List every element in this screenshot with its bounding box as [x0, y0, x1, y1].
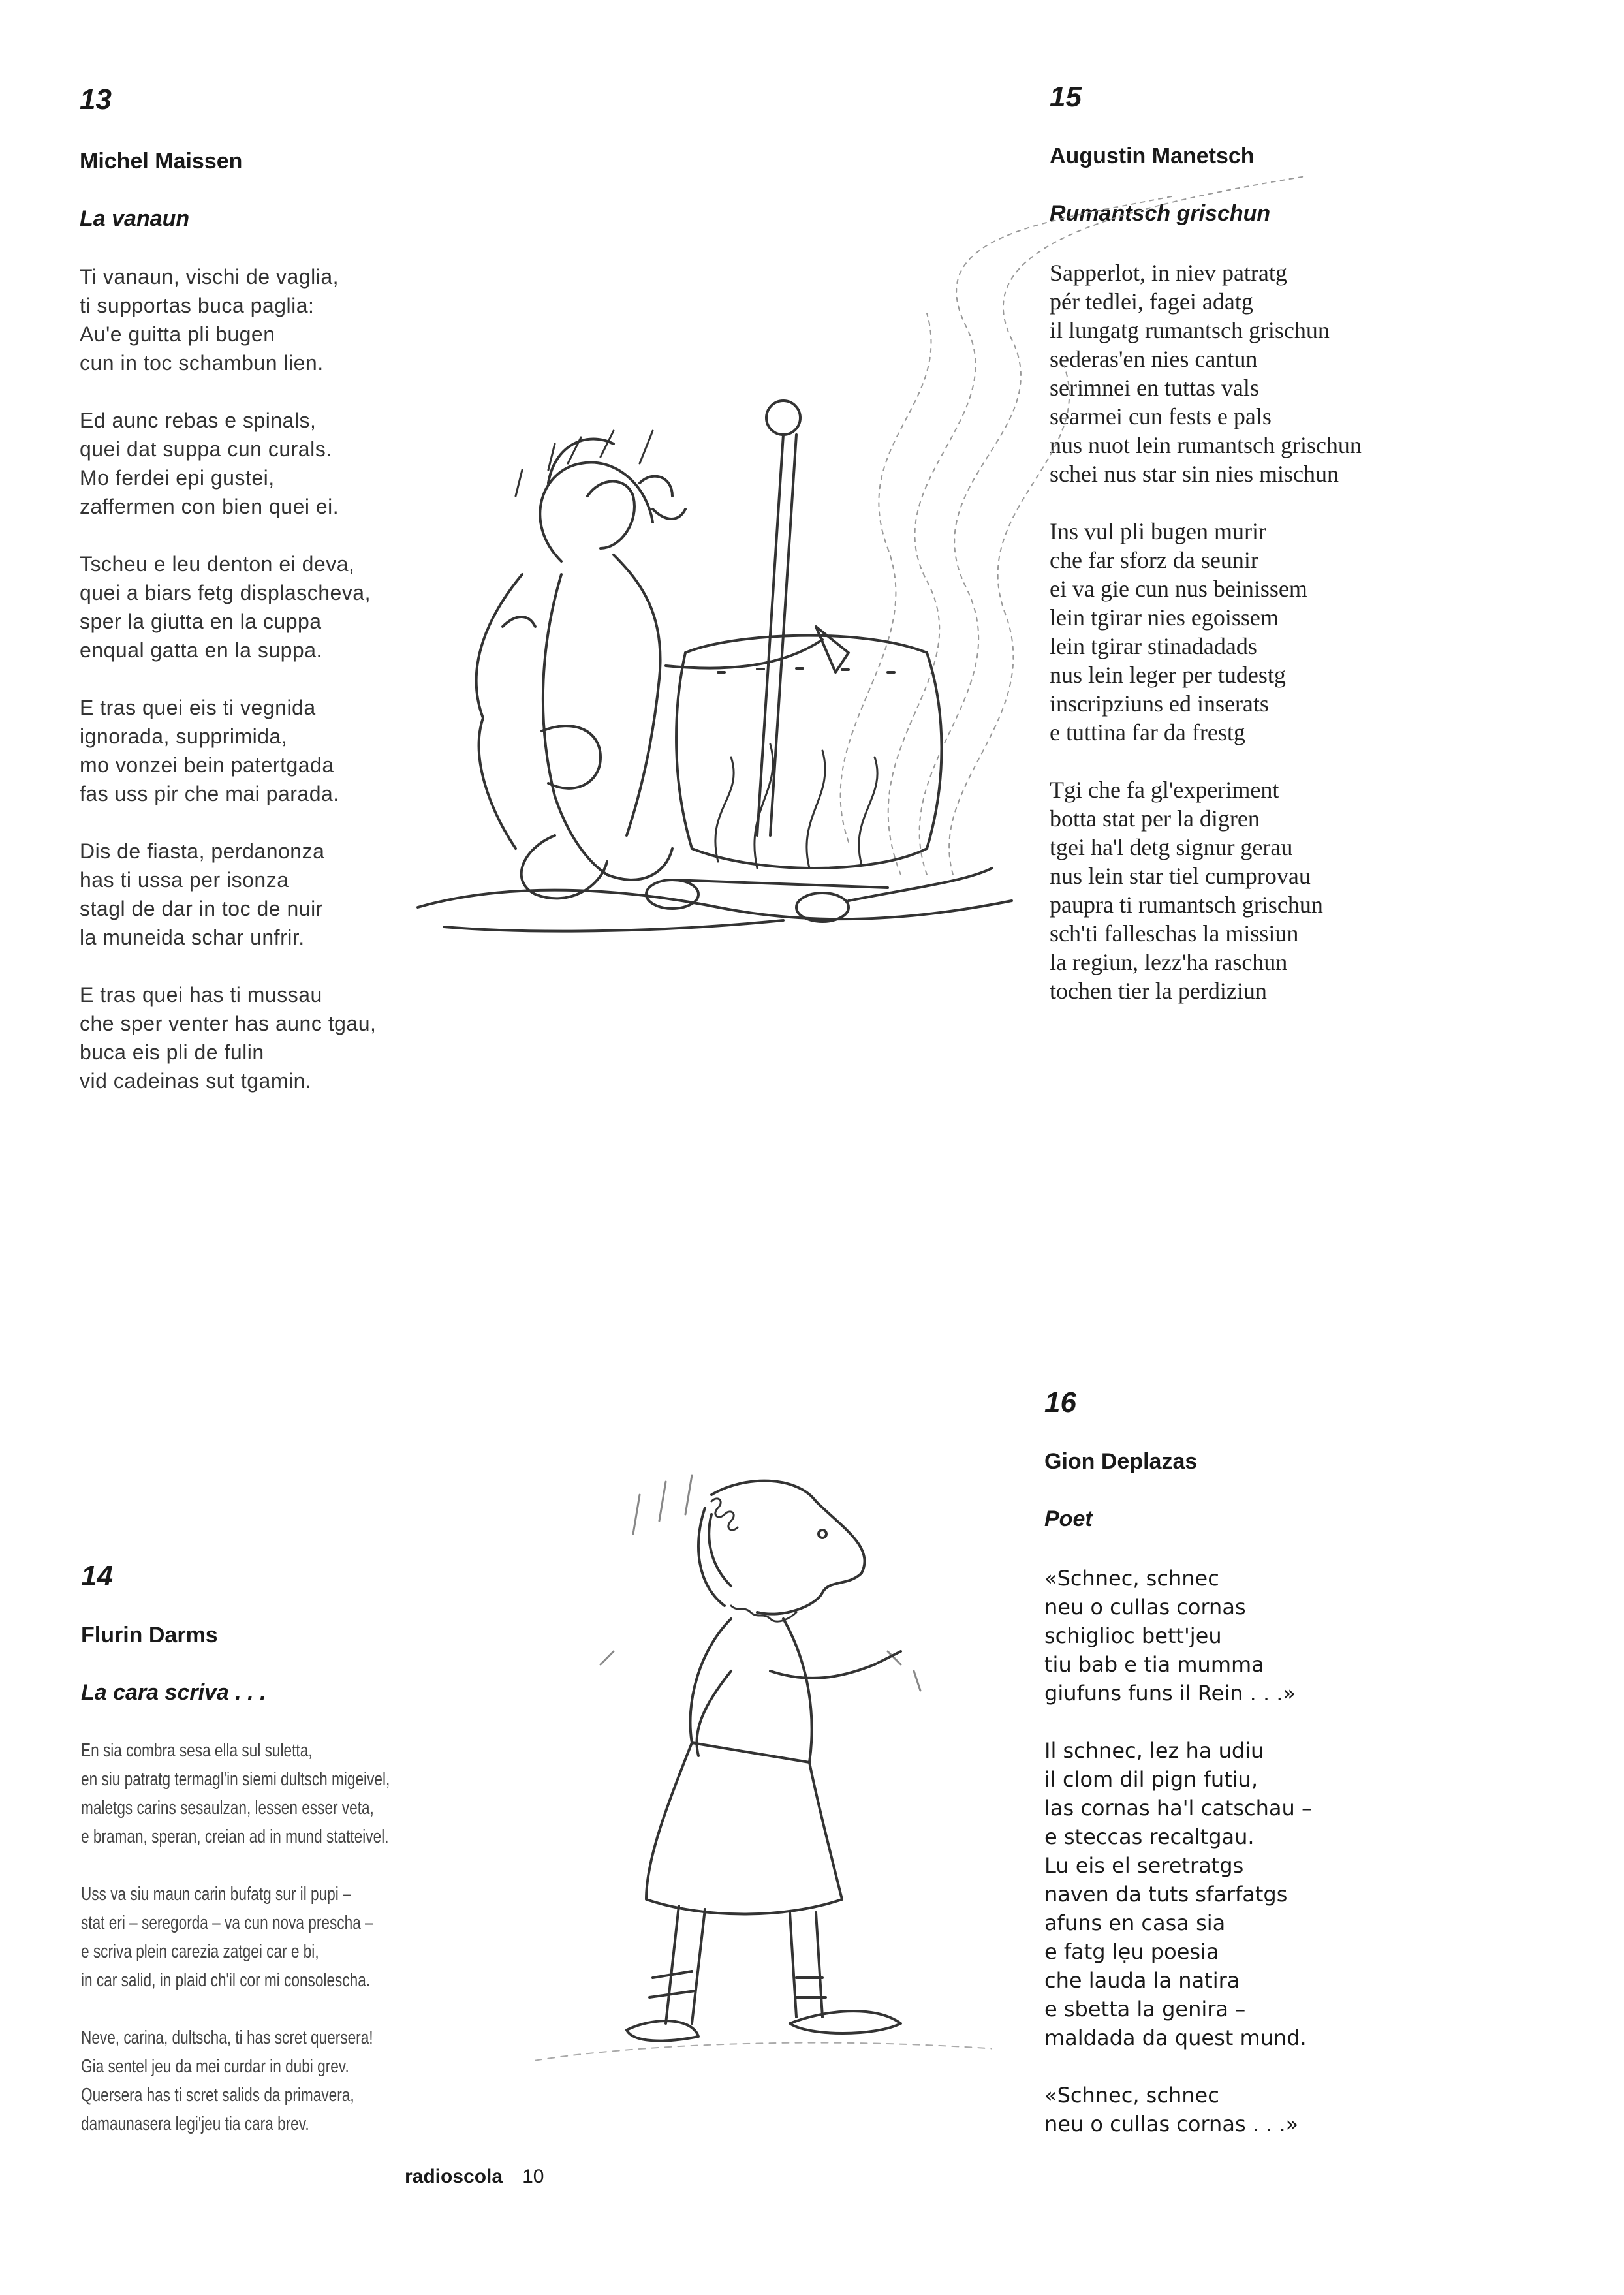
poem-line: buca eis pli de fulin	[80, 1040, 264, 1064]
poem-line: cun in toc schambun lien.	[80, 351, 324, 375]
stanza	[80, 980, 376, 1095]
poem-line: Neve, carina, dultscha, ti has scret quersera!	[81, 2027, 373, 2048]
poem-line: in car salid, in plaid ch'il cor mi consolescha.	[81, 1970, 371, 1991]
poem-line: stat eri – seregorda – va cun nova prescha –	[81, 1912, 373, 1933]
poem-line: e sbetta la genira –	[1044, 1997, 1246, 2022]
poem-line: Tgi che fa gl'experiment	[1050, 777, 1279, 803]
stanza	[81, 1880, 390, 1995]
section-14-poem	[81, 1736, 390, 2167]
poem-line: afuns en casa sia	[1044, 1911, 1226, 1935]
poem-line: e braman, speran, creian ad in mund statteivel.	[81, 1826, 389, 1847]
poem-line: zaffermen con bien quei ei.	[80, 495, 339, 518]
poem-line: Mo ferdei epi gustei,	[80, 466, 275, 490]
poem-line: serimnei en tuttas vals	[1050, 375, 1259, 401]
poem-line: «Schnec, schnec	[1044, 1566, 1219, 1591]
poem-line: e scriva plein carezia zatgei car e bi,	[81, 1941, 319, 1962]
stanza	[81, 1736, 390, 1851]
cook-with-cauldron-sketch	[392, 157, 1371, 1103]
section-15-author: Augustin Manetsch	[1050, 144, 1255, 168]
poem-line: quei dat suppa cun curals.	[80, 437, 332, 461]
stanza	[1044, 2081, 1312, 2138]
section-13-title: La vanaun	[80, 206, 190, 231]
poem-line: En sia combra sesa ella sul suletta,	[81, 1740, 313, 1761]
poem-line: maletgs carins sesaulzan, lessen esser veta,	[81, 1798, 374, 1819]
poem-line: e fatg lẹu poesia	[1044, 1939, 1219, 1964]
poem-line: che far sforz da seunir	[1050, 547, 1258, 573]
stanza	[1044, 1736, 1312, 2052]
poem-line: e tuttina far da frestg	[1050, 719, 1245, 745]
poem-line: Au'e guitta pli bugen	[80, 322, 275, 346]
poem-line: Uss va siu maun carin bufatg sur il pupi –	[81, 1884, 351, 1905]
section-13-poem	[80, 262, 376, 1124]
poem-line: enqual gatta en la suppa.	[80, 638, 322, 662]
poem-line: «Schnec, schnec	[1044, 2083, 1219, 2108]
poem-line: naven da tuts sfarfatgs	[1044, 1882, 1288, 1907]
poem-line: Ed aunc rebas e spinals,	[80, 409, 317, 432]
poem-line: sederas'en nies cantun	[1050, 346, 1258, 372]
poem-line: la regiun, lezz'ha raschun	[1050, 949, 1288, 975]
poem-line: Quersera has ti scret salids da primavera,	[81, 2085, 354, 2106]
poem-line: fas uss pir che mai parada.	[80, 782, 339, 805]
poem-line: sper la giutta en la cuppa	[80, 610, 322, 633]
poem-line: nus lein leger per tudestg	[1050, 662, 1286, 688]
poem-line: has ti ussa per isonza	[80, 868, 289, 892]
poem-line: maldada da quest mund.	[1044, 2025, 1307, 2050]
poem-line: il clom dil pign futiu,	[1044, 1767, 1258, 1792]
poem-line: Gia sentel jeu da mei curdar in dubi grev.	[81, 2056, 349, 2077]
poem-line: quei a biars fetg displascheva,	[80, 581, 371, 604]
poem-line: tgei ha'l detg signur gerau	[1050, 834, 1293, 860]
poem-line: vid cadeinas sut tgamin.	[80, 1069, 312, 1093]
poem-line: damaunasera legi'jeu tia cara brev.	[81, 2114, 309, 2134]
poem-line: la muneida schar unfrir.	[80, 926, 305, 949]
poem-line: schei nus star sin nies mischun	[1050, 461, 1339, 487]
poem-line: tiu bab e tia mumma	[1044, 1652, 1264, 1677]
poem-line: nus lein star tiel cumprovau	[1050, 863, 1311, 889]
poem-line: neu o cullas cornas . . .»	[1044, 2112, 1299, 2136]
page-number: 10	[522, 2166, 544, 2187]
poem-line: E tras quei has ti mussau	[80, 983, 322, 1007]
poem-line: botta stat per la digren	[1050, 805, 1260, 832]
stanza	[80, 406, 376, 521]
poem-line: stagl de dar in toc de nuir	[80, 897, 323, 920]
section-13-author: Michel Maissen	[80, 149, 243, 174]
poem-line: che lauda la natira	[1044, 1968, 1240, 1993]
stanza	[1044, 1564, 1312, 1708]
stanza	[80, 550, 376, 664]
poem-line: che sper venter has aunc tgau,	[80, 1012, 377, 1035]
section-14-title: La cara scriva . . .	[81, 1680, 266, 1705]
footer-brand: radioscola	[405, 2166, 503, 2187]
stanza	[80, 837, 376, 952]
poem-line: Lu eis el seretratgs	[1044, 1853, 1244, 1878]
poem-line: schiglioc bett'jeu	[1044, 1623, 1222, 1648]
poem-line: mo vonzei bein patertgada	[80, 753, 334, 777]
poem-line: Dis de fiasta, perdanonza	[80, 839, 325, 863]
poem-line: inscripziuns ed inserats	[1050, 691, 1269, 717]
stanza	[80, 693, 376, 808]
section-14-author: Flurin Darms	[81, 1623, 218, 1647]
section-13-number: 13	[80, 84, 112, 116]
section-16-title: Poet	[1044, 1507, 1093, 1531]
poem-line: Tscheu e leu denton ei deva,	[80, 552, 355, 576]
poem-line: nus nuot lein rumantsch grischun	[1050, 432, 1362, 458]
section-16-poem	[1044, 1564, 1312, 2167]
section-15-title: Rumantsch grischun	[1050, 201, 1271, 226]
poem-line: Il schnec, lez ha udiu	[1044, 1738, 1264, 1763]
poem-line: e steccas recaltgau.	[1044, 1824, 1255, 1849]
page-footer	[405, 2166, 544, 2188]
poem-line: las cornas ha'l catschau –	[1044, 1796, 1312, 1820]
poem-line: Ins vul pli bugen murir	[1050, 518, 1266, 544]
walking-poet-sketch	[535, 1456, 992, 2108]
poem-line: searmei cun fests e pals	[1050, 403, 1272, 429]
stanza	[80, 262, 376, 377]
poem-line: paupra ti rumantsch grischun	[1050, 892, 1323, 918]
poem-line: lein tgirar stinadadads	[1050, 633, 1257, 659]
poem-line: ignorada, supprimida,	[80, 725, 288, 748]
section-14-number: 14	[81, 1560, 113, 1592]
poem-line: sch'ti falleschas la missiun	[1050, 920, 1299, 946]
poem-line: E tras quei eis ti vegnida	[80, 696, 316, 719]
poem-line: ti supportas buca paglia:	[80, 294, 315, 317]
poem-line: giufuns funs il Rein . . .»	[1044, 1681, 1296, 1706]
poem-line: il lungatg rumantsch grischun	[1050, 317, 1330, 343]
poem-line: en siu patratg termagl'in siemi dultsch migeivel,	[81, 1769, 390, 1790]
stanza	[81, 2023, 390, 2138]
poem-line: Ti vanaun, vischi de vaglia,	[80, 265, 339, 289]
poem-line: Sapperlot, in niev patratg	[1050, 260, 1287, 286]
poem-line: ei va gie cun nus beinissem	[1050, 576, 1307, 602]
section-16-number: 16	[1044, 1386, 1076, 1418]
poem-line: lein tgirar nies egoissem	[1050, 604, 1279, 631]
poem-line: neu o cullas cornas	[1044, 1595, 1246, 1619]
section-16-author: Gion Deplazas	[1044, 1449, 1198, 1474]
poem-line: pér tedlei, fagei adatg	[1050, 289, 1253, 315]
poem-line: tochen tier la perdiziun	[1050, 978, 1267, 1004]
section-15-number: 15	[1050, 81, 1082, 113]
